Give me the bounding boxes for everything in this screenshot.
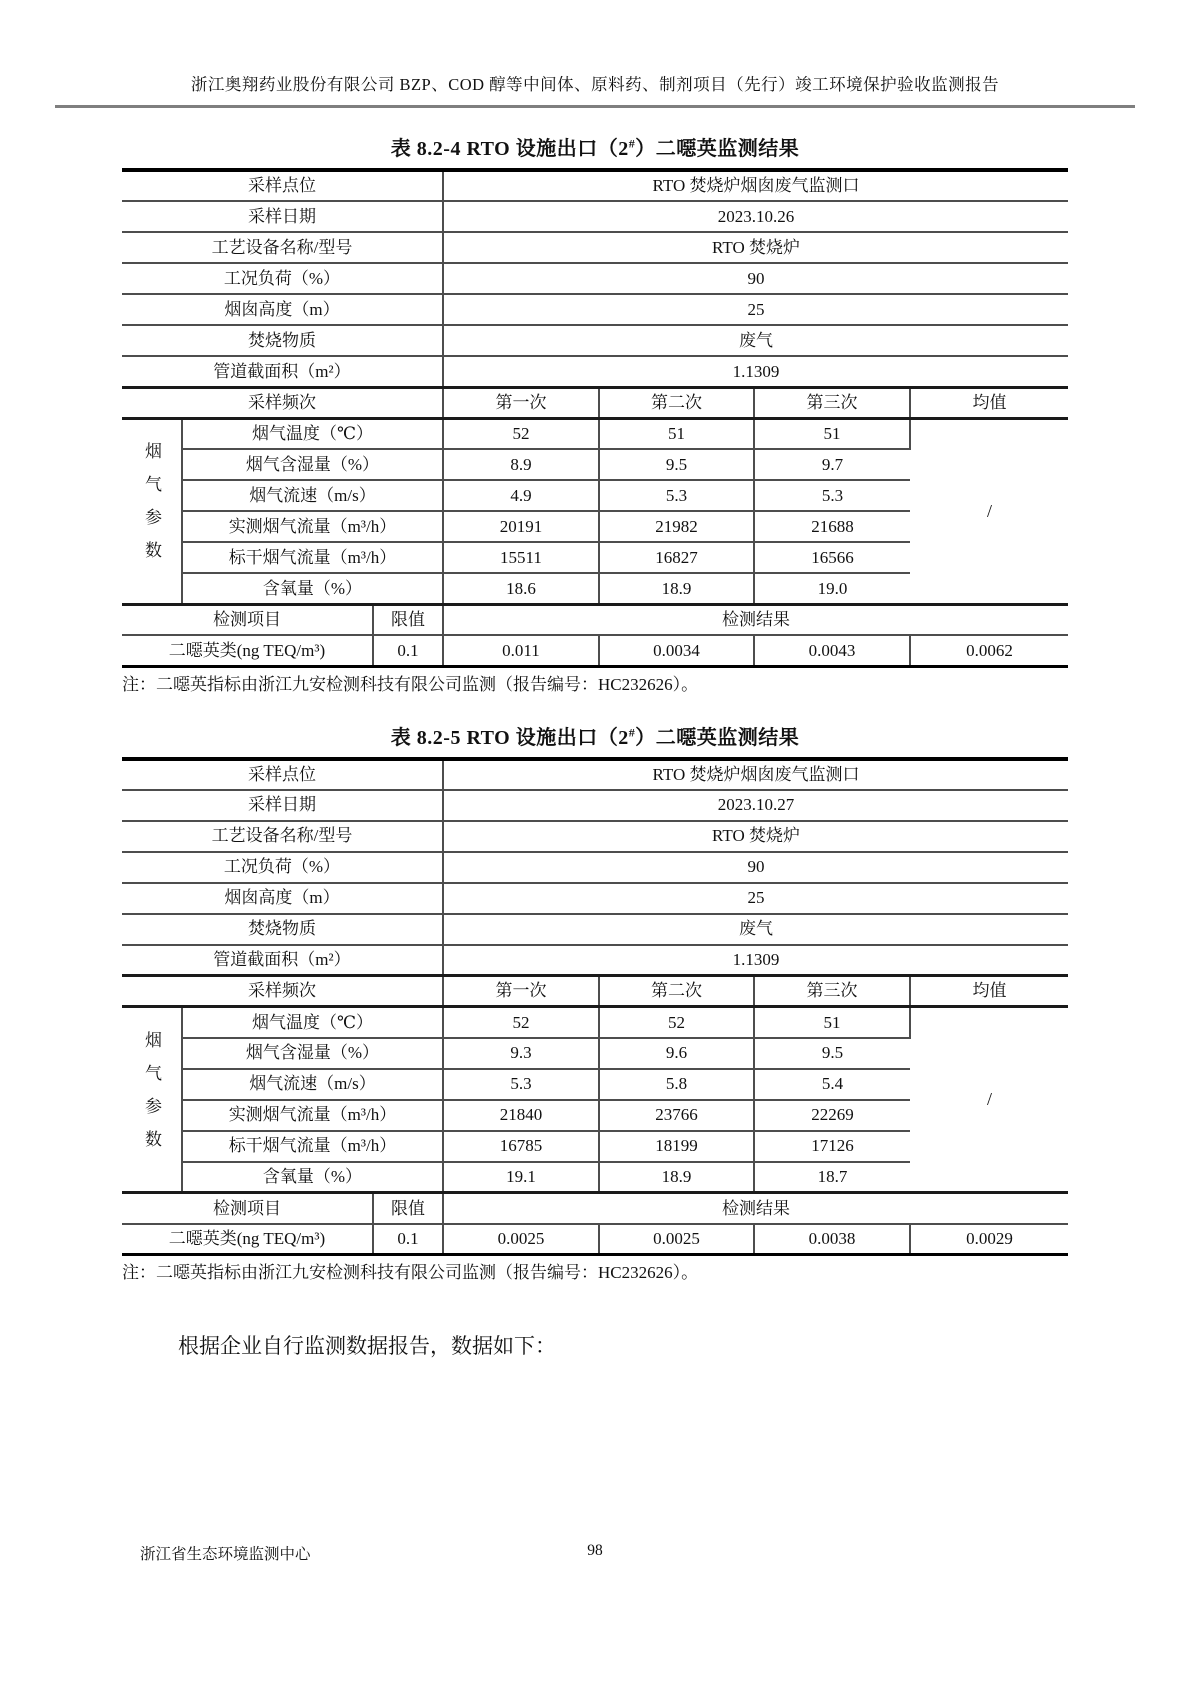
param-row — [122, 1007, 1068, 1038]
table2-title-suffix: ）二噁英监测结果 — [635, 726, 800, 749]
table-row — [122, 914, 1068, 945]
param-label: 含氧量（%） — [182, 573, 443, 604]
dioxin-value: 0.0038 — [754, 1224, 910, 1255]
result-result-header: 检测结果 — [443, 604, 1068, 635]
table-row — [122, 759, 1068, 790]
freq-col1: 第一次 — [443, 387, 599, 418]
param-value: 16827 — [599, 542, 754, 573]
param-group-label: 烟气参数 — [141, 442, 161, 575]
result-item-header: 检测项目 — [122, 1193, 373, 1224]
param-value: 18.6 — [443, 573, 599, 604]
table-row — [122, 294, 1068, 325]
info-label: 焚烧物质 — [122, 325, 443, 356]
dioxin-limit: 0.1 — [373, 635, 443, 666]
param-value: 9.6 — [599, 1038, 754, 1069]
param-label: 烟气温度（℃） — [182, 418, 443, 449]
param-value: 18199 — [599, 1131, 754, 1162]
dioxin-row — [122, 635, 1068, 666]
param-value: 51 — [754, 1007, 910, 1038]
info-value: 1.1309 — [443, 356, 1068, 387]
info-value: RTO 焚烧炉 — [443, 232, 1068, 263]
param-value: 52 — [599, 1007, 754, 1038]
freq-label: 采样频次 — [122, 976, 443, 1007]
table2-note: 注：二噁英指标由浙江九安检测科技有限公司监测（报告编号：HC232626）。 — [122, 1263, 699, 1282]
frequency-header-row — [122, 976, 1068, 1007]
param-value: 18.9 — [599, 573, 754, 604]
dioxin-item: 二噁英类(ng TEQ/m³) — [122, 1224, 373, 1255]
param-group-label-cell — [122, 1007, 182, 1193]
param-value: 9.7 — [754, 449, 910, 480]
info-value: 2023.10.27 — [443, 790, 1068, 821]
info-value: 2023.10.26 — [443, 201, 1068, 232]
footer-org-name: 浙江省生态环境监测中心 — [140, 1546, 311, 1563]
table1-title-superscript: # — [628, 136, 636, 151]
freq-col2: 第二次 — [599, 387, 754, 418]
param-value: 17126 — [754, 1131, 910, 1162]
freq-col3: 第三次 — [754, 976, 910, 1007]
table-row — [122, 263, 1068, 294]
param-value: 16566 — [754, 542, 910, 573]
info-label: 烟囱高度（m） — [122, 883, 443, 914]
table-row — [122, 170, 1068, 201]
info-value: 90 — [443, 852, 1068, 883]
body-paragraph: 根据企业自行监测数据报告，数据如下： — [178, 1334, 556, 1358]
param-label: 实测烟气流量（m³/h） — [182, 1100, 443, 1131]
info-value: 25 — [443, 883, 1068, 914]
info-label: 采样点位 — [122, 759, 443, 790]
dioxin-value: 0.0025 — [599, 1224, 754, 1255]
info-label: 工况负荷（%） — [122, 263, 443, 294]
running-header — [55, 74, 1135, 108]
dioxin-value: 0.0025 — [443, 1224, 599, 1255]
freq-col-mean: 均值 — [910, 387, 1068, 418]
param-mean-cell: / — [910, 1007, 1068, 1193]
info-value: 废气 — [443, 914, 1068, 945]
table-row — [122, 325, 1068, 356]
page-number: 98 — [587, 1542, 603, 1559]
param-value: 20191 — [443, 511, 599, 542]
param-label: 烟气含湿量（%） — [182, 1038, 443, 1069]
info-value: RTO 焚烧炉 — [443, 821, 1068, 852]
dioxin-value: 0.0034 — [599, 635, 754, 666]
param-group-label-cell — [122, 418, 182, 604]
info-value: 1.1309 — [443, 945, 1068, 976]
param-value: 15511 — [443, 542, 599, 573]
freq-col2: 第二次 — [599, 976, 754, 1007]
table2-title — [0, 721, 1190, 750]
result-header-row — [122, 604, 1068, 635]
param-value: 21840 — [443, 1100, 599, 1131]
param-value: 21688 — [754, 511, 910, 542]
dioxin-item: 二噁英类(ng TEQ/m³) — [122, 635, 373, 666]
table-row — [122, 945, 1068, 976]
info-label: 管道截面积（m²） — [122, 356, 443, 387]
param-value: 19.1 — [443, 1162, 599, 1193]
table-row — [122, 201, 1068, 232]
param-value: 52 — [443, 418, 599, 449]
result-limit-header: 限值 — [373, 1193, 443, 1224]
param-label: 烟气温度（℃） — [182, 1007, 443, 1038]
table2-title-prefix: 表 8.2-5 RTO 设施出口（2 — [390, 726, 629, 749]
param-value: 18.7 — [754, 1162, 910, 1193]
param-label: 标干烟气流量（m³/h） — [182, 542, 443, 573]
param-value: 5.4 — [754, 1069, 910, 1100]
table-row — [122, 883, 1068, 914]
table-row — [122, 852, 1068, 883]
param-label: 实测烟气流量（m³/h） — [182, 511, 443, 542]
running-header-text: 浙江奥翔药业股份有限公司 BZP、COD 醇等中间体、原料药、制剂项目（先行）竣工环境保护验收监测报告 — [190, 75, 1000, 94]
frequency-header-row — [122, 387, 1068, 418]
monitoring-table-1 — [122, 168, 1068, 668]
param-value: 9.5 — [599, 449, 754, 480]
param-value: 8.9 — [443, 449, 599, 480]
table1-title — [0, 132, 1190, 161]
param-value: 4.9 — [443, 480, 599, 511]
param-group-label: 烟气参数 — [141, 1030, 161, 1163]
info-label: 工艺设备名称/型号 — [122, 821, 443, 852]
param-value: 9.3 — [443, 1038, 599, 1069]
info-label: 焚烧物质 — [122, 914, 443, 945]
dioxin-value: 0.011 — [443, 635, 599, 666]
param-row — [122, 418, 1068, 449]
param-label: 含氧量（%） — [182, 1162, 443, 1193]
result-item-header: 检测项目 — [122, 604, 373, 635]
param-value: 21982 — [599, 511, 754, 542]
param-value: 5.3 — [599, 480, 754, 511]
dioxin-mean: 0.0062 — [910, 635, 1068, 666]
param-value: 16785 — [443, 1131, 599, 1162]
param-label: 烟气流速（m/s） — [182, 1069, 443, 1100]
result-header-row — [122, 1193, 1068, 1224]
info-value: 废气 — [443, 325, 1068, 356]
info-value: 25 — [443, 294, 1068, 325]
table2-title-superscript: # — [628, 724, 636, 739]
param-value: 52 — [443, 1007, 599, 1038]
table-row — [122, 821, 1068, 852]
table-row — [122, 356, 1068, 387]
dioxin-row — [122, 1224, 1068, 1255]
info-label: 烟囱高度（m） — [122, 294, 443, 325]
freq-col3: 第三次 — [754, 387, 910, 418]
monitoring-table-2 — [122, 757, 1068, 1257]
table1-title-prefix: 表 8.2-4 RTO 设施出口（2 — [390, 138, 629, 160]
dioxin-limit: 0.1 — [373, 1224, 443, 1255]
info-label: 工况负荷（%） — [122, 852, 443, 883]
param-value: 5.3 — [443, 1069, 599, 1100]
param-value: 5.3 — [754, 480, 910, 511]
param-value: 18.9 — [599, 1162, 754, 1193]
info-label: 采样日期 — [122, 201, 443, 232]
dioxin-mean: 0.0029 — [910, 1224, 1068, 1255]
freq-col1: 第一次 — [443, 976, 599, 1007]
param-value: 23766 — [599, 1100, 754, 1131]
info-value: 90 — [443, 263, 1068, 294]
freq-label: 采样频次 — [122, 387, 443, 418]
info-label: 采样日期 — [122, 790, 443, 821]
info-label: 管道截面积（m²） — [122, 945, 443, 976]
result-limit-header: 限值 — [373, 604, 443, 635]
param-label: 标干烟气流量（m³/h） — [182, 1131, 443, 1162]
result-result-header: 检测结果 — [443, 1193, 1068, 1224]
info-label: 工艺设备名称/型号 — [122, 232, 443, 263]
info-value: RTO 焚烧炉烟囱废气监测口 — [443, 170, 1068, 201]
table1-note: 注：二噁英指标由浙江九安检测科技有限公司监测（报告编号：HC232626）。 — [122, 674, 699, 694]
param-value: 22269 — [754, 1100, 910, 1131]
freq-col-mean: 均值 — [910, 976, 1068, 1007]
param-value: 9.5 — [754, 1038, 910, 1069]
param-value: 19.0 — [754, 573, 910, 604]
table1-title-suffix: ）二噁英监测结果 — [635, 138, 800, 160]
dioxin-value: 0.0043 — [754, 635, 910, 666]
param-label: 烟气含湿量（%） — [182, 449, 443, 480]
param-value: 5.8 — [599, 1069, 754, 1100]
info-value: RTO 焚烧炉烟囱废气监测口 — [443, 759, 1068, 790]
param-value: 51 — [754, 418, 910, 449]
info-label: 采样点位 — [122, 170, 443, 201]
param-mean-cell: / — [910, 418, 1068, 604]
param-value: 51 — [599, 418, 754, 449]
table-row — [122, 790, 1068, 821]
param-label: 烟气流速（m/s） — [182, 480, 443, 511]
table-row — [122, 232, 1068, 263]
